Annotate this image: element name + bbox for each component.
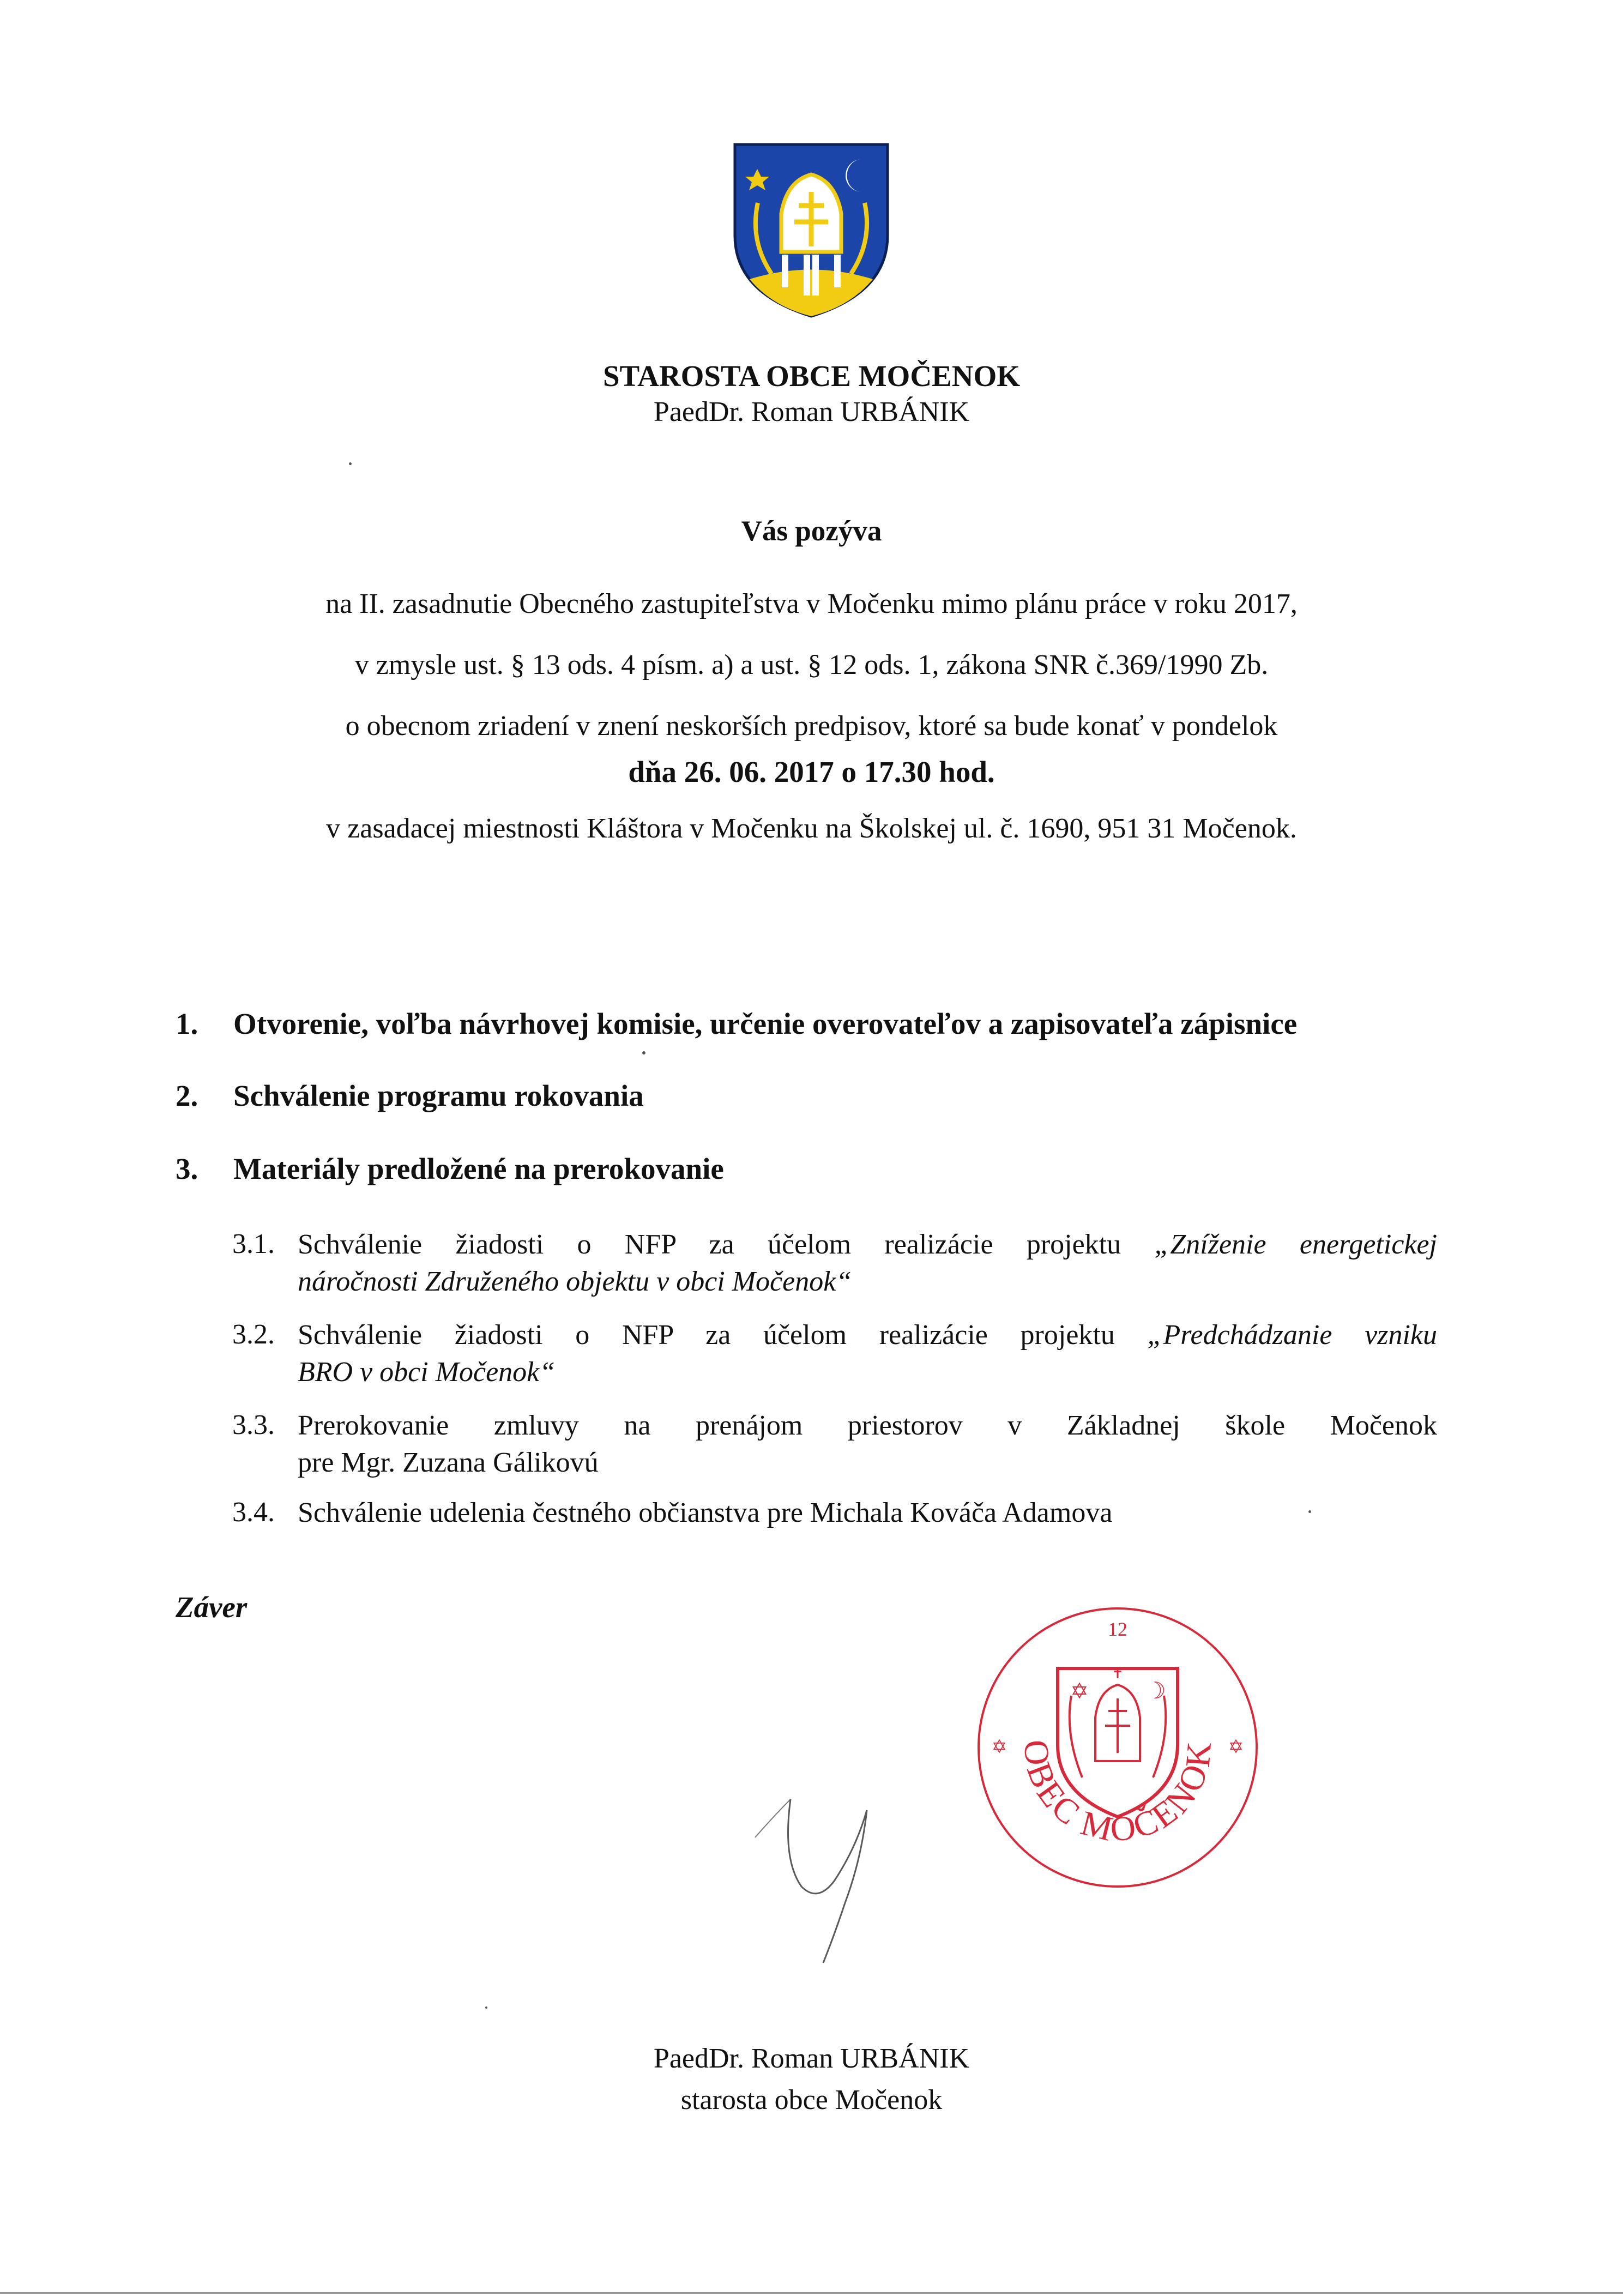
subitem-number: 3.3. (232, 1409, 275, 1441)
subitem-text-continued: náročnosti Združeného objektu v obci Močenok“ (298, 1266, 852, 1297)
invitation-line-2: v zmysle ust. § 13 ods. 4 písm. a) a ust. § 12 ods. 1, zákona SNR č.369/1990 Zb. (354, 649, 1269, 680)
subitem-text-continued: pre Mgr. Zuzana Gálikovú (298, 1447, 599, 1478)
signatory-role: starosta obce Močenok (680, 2084, 943, 2116)
invitation-line-3: o obecnom zriadení v znení neskorších predpisov, ktoré sa bude konať v pondelok (345, 710, 1278, 742)
agenda-item-number: 1. (176, 1007, 198, 1040)
invitation-line-1: na II. zasadnutie Obecného zastupiteľstva v Močenku mimo plánu práce v roku 2017, (325, 588, 1298, 619)
scan-speck (642, 1051, 645, 1054)
header-name: PaedDr. Roman URBÁNIK (653, 396, 970, 427)
handwritten-signature (752, 1794, 900, 1968)
subitem-number: 3.4. (232, 1497, 275, 1528)
coat-of-arms-icon (733, 143, 889, 318)
scan-speck (1308, 1510, 1311, 1513)
subitem-text-continued: BRO v obci Močenok“ (298, 1357, 556, 1388)
svg-text:☽: ☽ (1145, 1677, 1166, 1704)
subitem-number: 3.2. (232, 1319, 275, 1350)
agenda-item-number: 2. (176, 1079, 198, 1112)
stamp-text: OBEC MOČENOK (1016, 1738, 1219, 1849)
subitem-text: Schválenie žiadosti o NFP za účelom realizácie projektu „Zníženie energetickej (298, 1229, 1438, 1260)
svg-text:OBEC MOČENOK (1017, 1739, 1219, 1849)
stamp-number: 12 (1108, 1618, 1127, 1640)
scan-edge-line (0, 2292, 1623, 2294)
svg-text:✡: ✡ (1070, 1679, 1089, 1704)
scan-speck (485, 2006, 487, 2009)
header-title: STAROSTA OBCE MOČENOK (602, 359, 1021, 393)
meeting-date: dňa 26. 06. 2017 o 17.30 hod. (628, 755, 995, 788)
agenda-item-title: Materiály predložené na prerokovanie (233, 1152, 724, 1185)
scan-speck (349, 462, 352, 465)
agenda-item-title: Otvorenie, voľba návrhovej komisie, určenie overovateľov a zapisovateľa zápisnice (233, 1007, 1298, 1040)
closing-label: Záver (176, 1590, 248, 1624)
subitem-text: Schválenie udelenia čestného občianstva pre Michala Kováča Adamova (298, 1497, 1113, 1528)
subitem-number: 3.1. (232, 1228, 275, 1260)
subitem-text: Prerokovanie zmluvy na prenájom priestorov v Základnej škole Močenok (298, 1410, 1437, 1441)
meeting-location: v zasadacej miestnosti Kláštora v Močenku na Školskej ul. č. 1690, 951 31 Močenok. (326, 813, 1297, 844)
agenda-item-number: 3. (176, 1152, 198, 1185)
subitem-text: Schválenie žiadosti o NFP za účelom realizácie projektu „Predchádzanie vzniku (298, 1319, 1437, 1351)
official-stamp (973, 1603, 1262, 1892)
invitation-heading: Vás pozýva (741, 515, 882, 547)
signatory-name: PaedDr. Roman URBÁNIK (653, 2043, 970, 2074)
svg-text:✡: ✡ (1228, 1736, 1244, 1758)
svg-text:✡: ✡ (991, 1736, 1007, 1758)
svg-text:✝: ✝ (1112, 1666, 1124, 1682)
agenda-item-title: Schválenie programu rokovania (233, 1079, 644, 1112)
